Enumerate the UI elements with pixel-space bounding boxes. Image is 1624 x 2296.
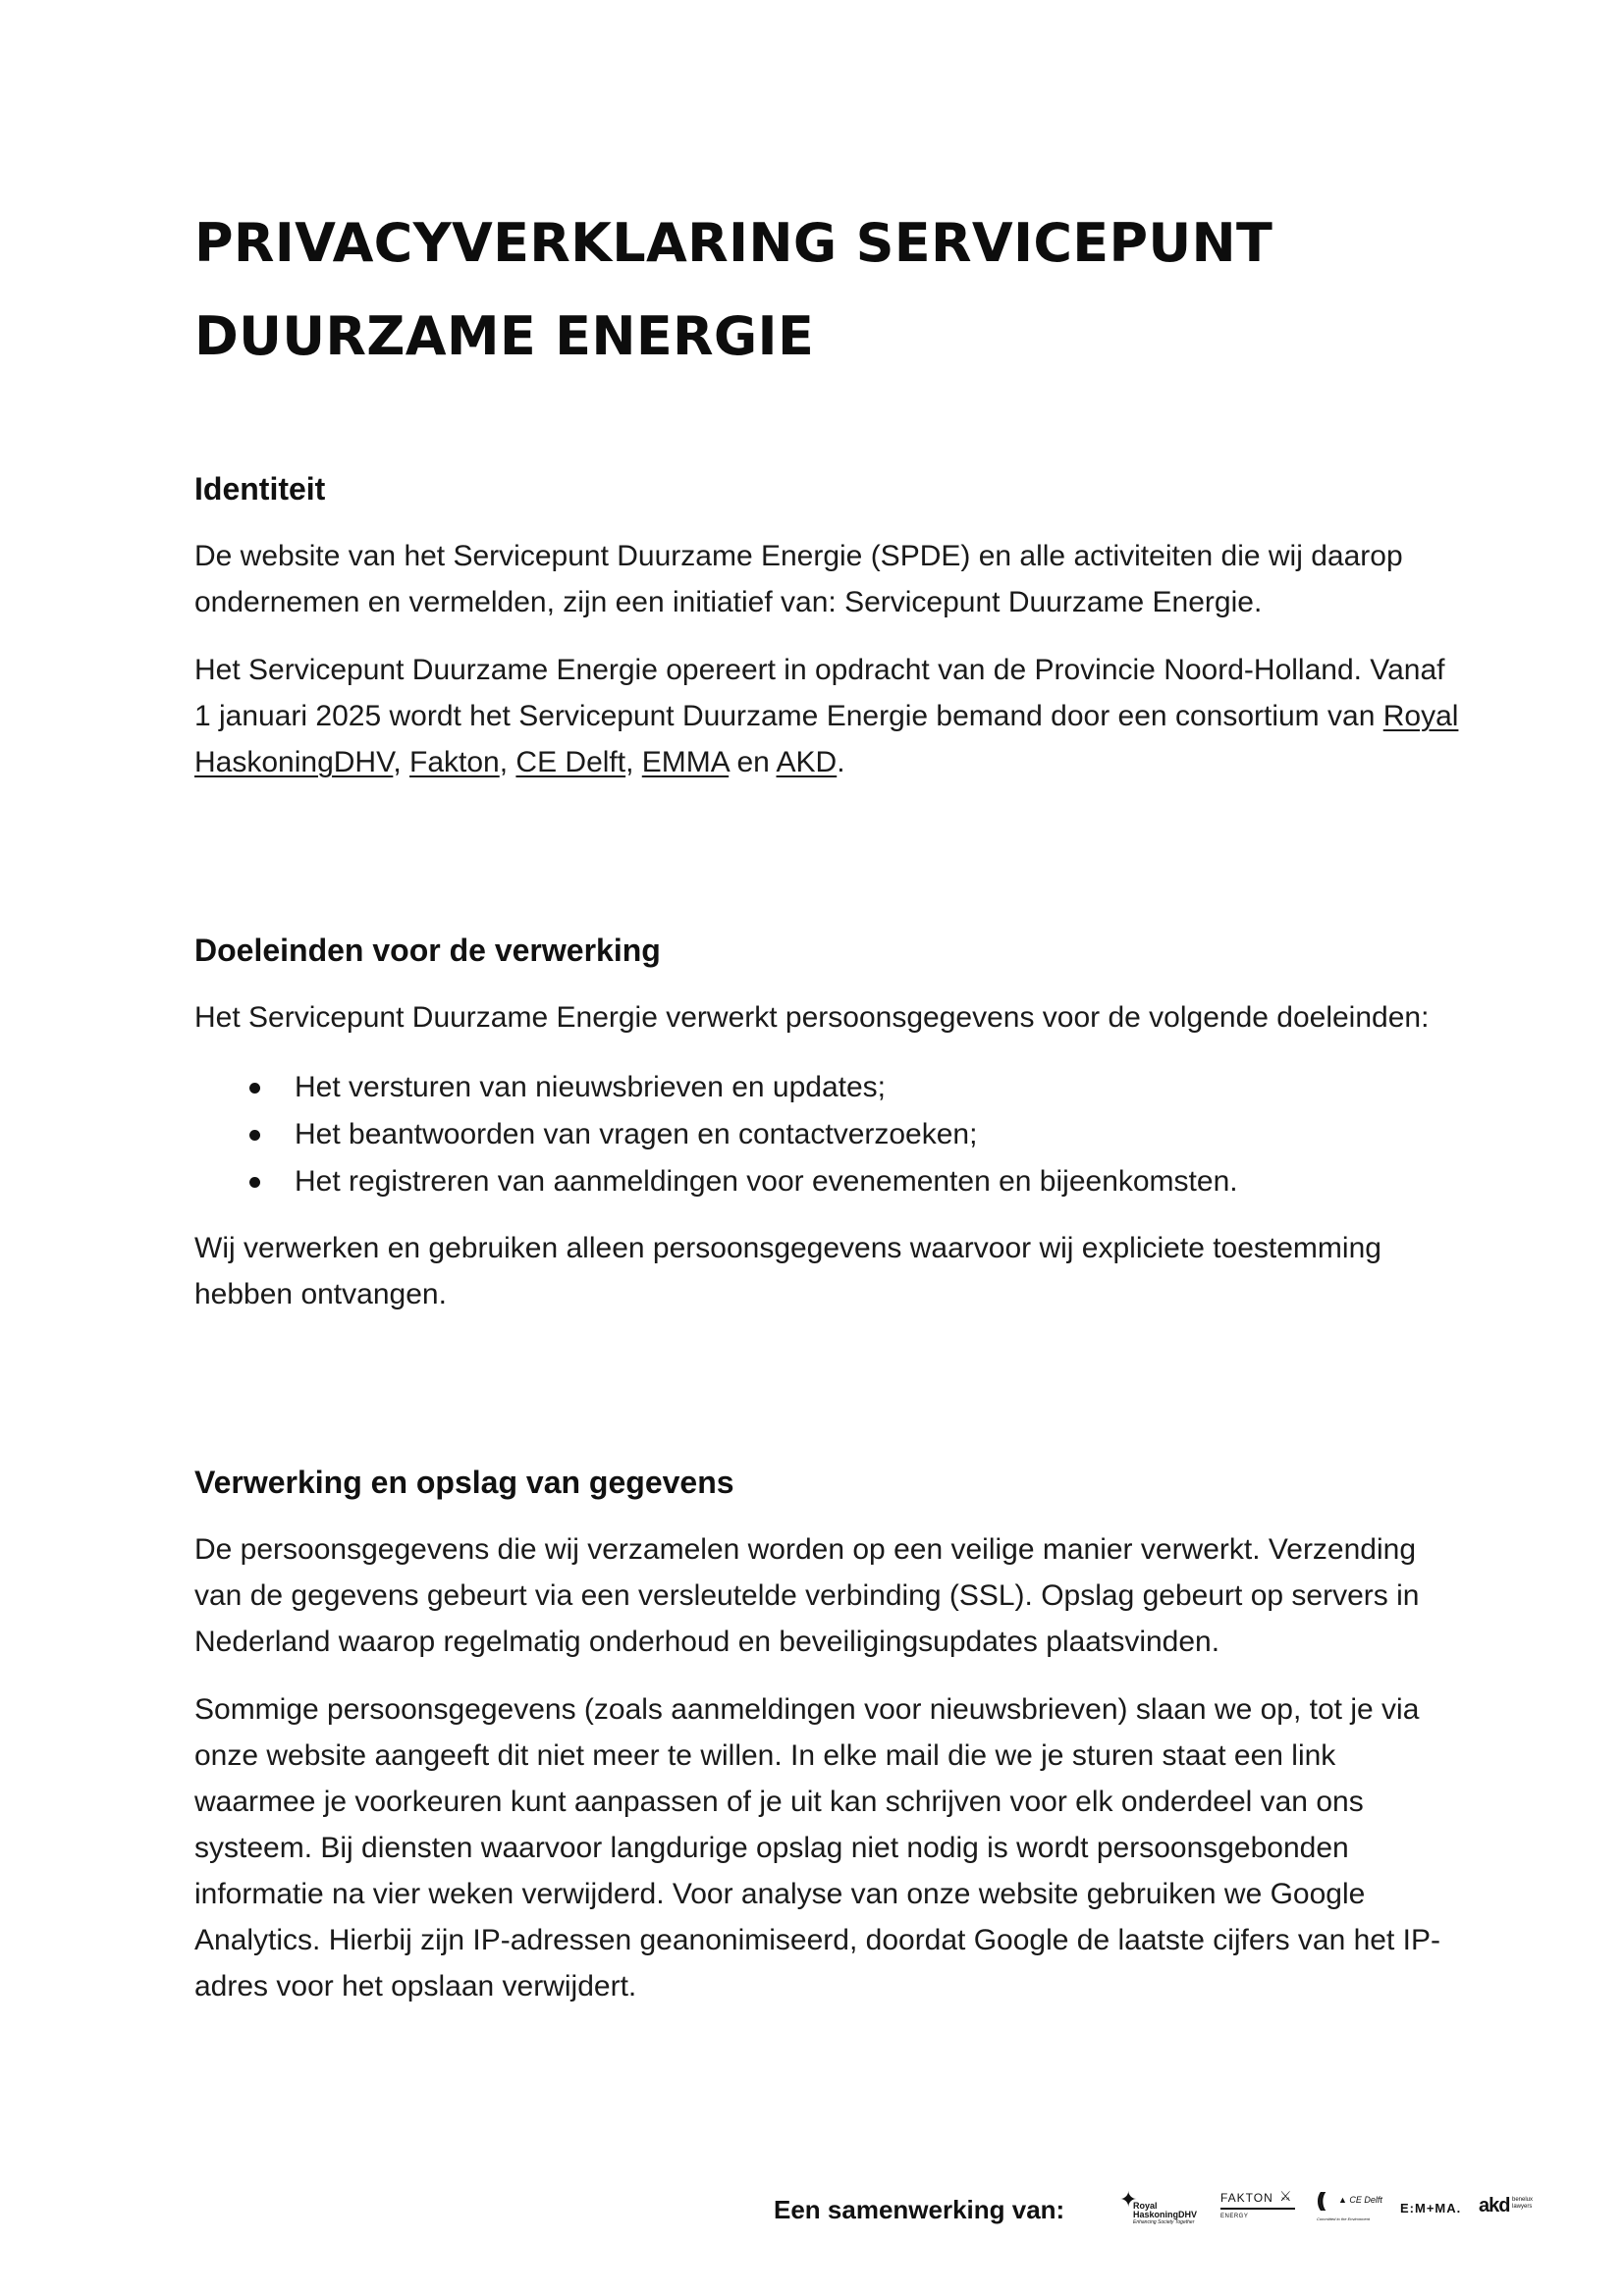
- section-heading: Verwerking en opslag van gegevens: [194, 1465, 734, 1500]
- paragraph-text: Het Servicepunt Duurzame Energie opereert in opdracht van de Provincie Noord-Holland. Vanaf 1 januari 2025 wordt het Servicepunt Duurzame Energie bemand door een consortium van: [194, 654, 1445, 732]
- title-line-2: DUURZAME ENERGIE: [194, 305, 815, 367]
- logo-royal-haskoningdhv: [1119, 2189, 1208, 2232]
- bullet-icon: [249, 1177, 260, 1188]
- list-item-text: Het beantwoorden van vragen en contactverzoeken;: [295, 1118, 978, 1150]
- logo-subtitle: ENERGY: [1220, 2214, 1249, 2219]
- list-item-text: Het versturen van nieuwsbrieven en updates;: [295, 1071, 887, 1103]
- paragraph-consortium: [194, 647, 1461, 785]
- logo-divider: [1220, 2208, 1295, 2210]
- paragraph: Wij verwerken en gebruiken alleen persoonsgegevens waarvoor wij expliciete toestemming hebben ontvangen.: [194, 1232, 1381, 1310]
- paragraph: De persoonsgegevens die wij verzamelen worden op een veilige manier verwerkt. Verzending van de gegevens gebeurt via een versleutelde verbinding (SSL). Opslag gebeurt op servers in Nederland waarop regelmatig onderhoud en beveiligingsupdates plaatsvinden.: [194, 1533, 1420, 1658]
- link-ce-delft[interactable]: CE Delft: [515, 746, 626, 778]
- logo-text: Royal: [1133, 2201, 1158, 2211]
- purposes-list: [194, 1064, 1461, 1205]
- logo-text: ▲ CE Delft: [1338, 2195, 1382, 2205]
- list-item: [194, 1111, 1461, 1158]
- separator: en: [729, 746, 777, 778]
- list-item: [194, 1064, 1461, 1111]
- title-line-1: PRIVACYVERKLARING SERVICEPUNT: [194, 212, 1273, 274]
- section-heading: Doeleinden voor de verwerking: [194, 933, 661, 968]
- footer-label: Een samenwerking van:: [774, 2195, 1065, 2224]
- logo-tagline: Enhancing Society Together: [1133, 2219, 1195, 2225]
- logo-fakton: [1220, 2188, 1299, 2230]
- link-emma[interactable]: EMMA: [641, 746, 730, 778]
- paragraph: Het Servicepunt Duurzame Energie verwerkt persoonsgegevens voor de volgende doeleinden:: [194, 1001, 1430, 1034]
- paragraph: Sommige persoonsgegevens (zoals aanmeldingen voor nieuwsbrieven) slaan we op, tot je via onze website aangeeft dit niet meer te willen. In elke mail die we je sturen staat een link waarmee je voorkeuren kunt aanpassen of je uit kan schrijven voor elk onderdeel van ons systeem. Bij diensten waarvoor langdurige opslag niet nodig is wordt persoonsgebonden informatie na vier weken verwijderd. Voor analyse van onze website gebruiken we Google Analytics. Hierbij zijn IP-adressen geanonimiseerd, doordat Google de laatste cijfers van het IP-adres voor het opslaan verwijdert.: [194, 1693, 1440, 2002]
- separator: ,: [393, 746, 410, 778]
- logo-emma: E:M+MA.: [1400, 2201, 1462, 2216]
- logo-subtitle: benelux lawyers: [1512, 2197, 1534, 2210]
- separator: ,: [499, 746, 516, 778]
- section-heading: Identiteit: [194, 471, 326, 507]
- fakton-mark-icon: ⚔: [1279, 2188, 1292, 2204]
- page-title: [194, 196, 1471, 383]
- logo-text: FAKTON: [1220, 2191, 1273, 2205]
- section-doeleinden: [194, 931, 1461, 1317]
- logo-tagline: Committed to the Environment: [1317, 2216, 1371, 2221]
- footer-partners: [774, 2181, 1559, 2240]
- section-identiteit: [194, 469, 1461, 785]
- bullet-icon: [249, 1083, 260, 1094]
- link-royal-haskoningdhv[interactable]: Royal HaskoningDHV: [194, 700, 1459, 778]
- logo-text: akd: [1479, 2195, 1510, 2216]
- link-fakton[interactable]: Fakton: [409, 746, 500, 778]
- logo-name: CE Delft: [1349, 2195, 1382, 2205]
- paragraph: De website van het Servicepunt Duurzame Energie (SPDE) en alle activiteiten die wij daarop ondernemen en vermelden, zijn een initiatief van: Servicepunt Duurzame Energie.: [194, 540, 1403, 618]
- list-item-text: Het registreren van aanmeldingen voor evenementen en bijeenkomsten.: [295, 1165, 1238, 1198]
- logo-text: HaskoningDHV: [1133, 2210, 1198, 2219]
- link-akd[interactable]: AKD: [776, 746, 838, 778]
- ce-mark-icon: ((: [1317, 2190, 1323, 2212]
- bullet-icon: [249, 1130, 260, 1141]
- section-verwerking: [194, 1463, 1461, 2009]
- logo-akd: [1479, 2195, 1557, 2224]
- list-item: [194, 1158, 1461, 1205]
- separator: ,: [625, 746, 642, 778]
- logo-ce-delft: [1317, 2191, 1385, 2230]
- period: .: [837, 746, 845, 778]
- star-icon: ✦: [1119, 2187, 1138, 2212]
